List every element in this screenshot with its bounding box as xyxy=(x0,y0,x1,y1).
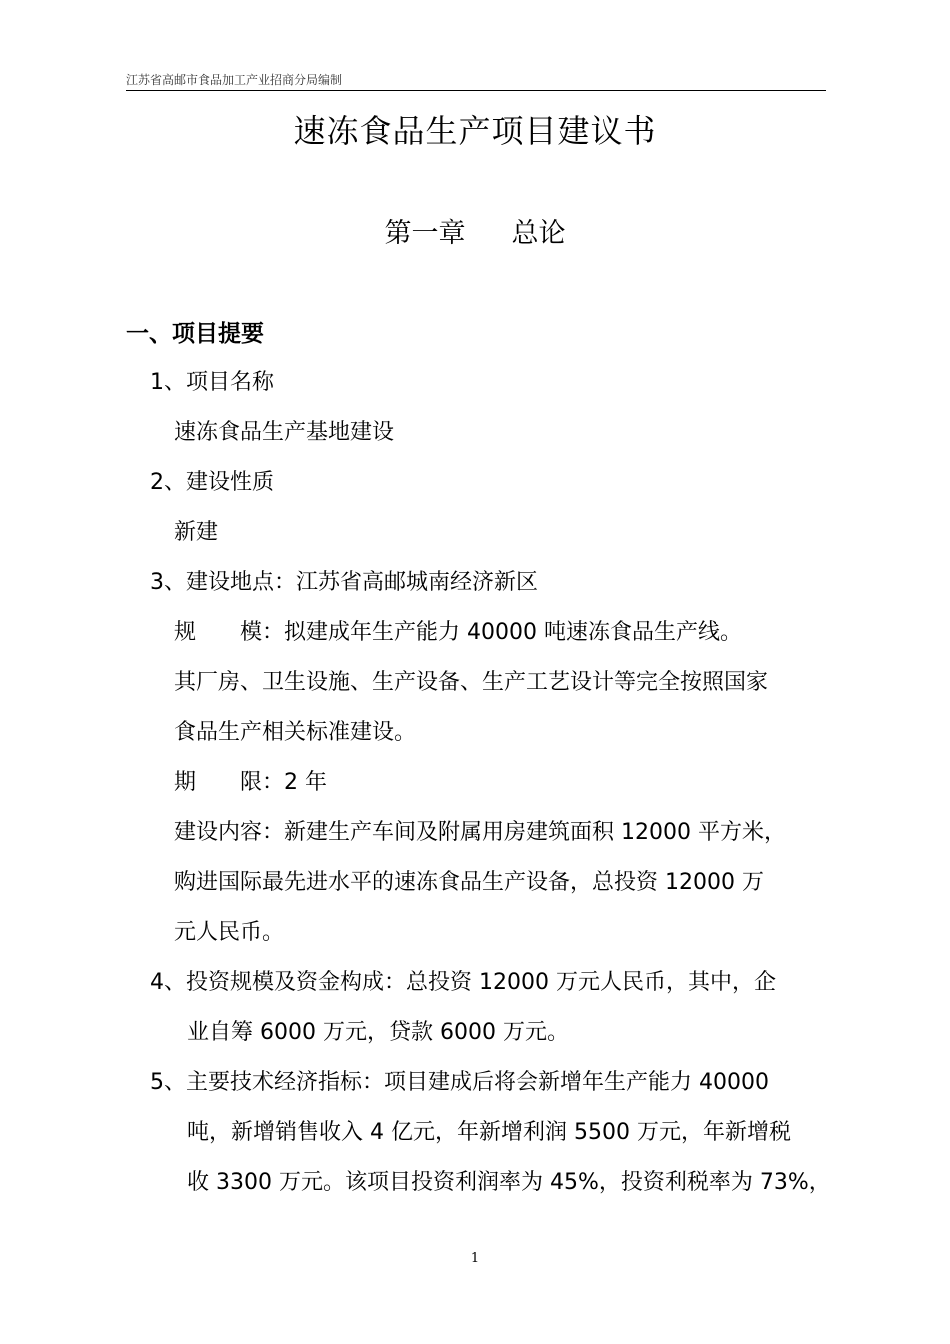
paragraph-line: 购进国际最先进水平的速冻食品生产设备，总投资 12000 万 xyxy=(174,870,764,895)
paragraph-line: 期 限：2 年 xyxy=(174,770,327,795)
paragraph-line: 建设内容：新建生产车间及附属用房建筑面积 12000 平方米， xyxy=(174,820,786,845)
paragraph-line: 吨，新增销售收入 4 亿元，年新增利润 5500 万元，年新增税 xyxy=(187,1120,791,1145)
section-heading: 一、项目提要 xyxy=(126,321,264,347)
paragraph-line: 业自筹 6000 万元，贷款 6000 万元。 xyxy=(187,1020,569,1045)
item-text-project-name: 速冻食品生产基地建设 xyxy=(174,420,395,445)
page-header xyxy=(126,72,826,91)
item-heading-indicators: 5、主要技术经济指标：项目建成后将会新增年生产能力 40000 xyxy=(150,1070,769,1095)
item-heading-project-name: 1、项目名称 xyxy=(150,370,274,395)
paragraph-line: 规 模：拟建成年生产能力 40000 吨速冻食品生产线。 xyxy=(174,620,742,645)
chapter-number: 第一章 xyxy=(384,218,466,249)
paragraph-line: 收 3300 万元。该项目投资利润率为 45%，投资利税率为 73%， xyxy=(187,1170,831,1195)
document-title: 速冻食品生产项目建议书 xyxy=(293,112,657,150)
chapter-heading xyxy=(0,214,950,254)
header-text: 江苏省高邮市食品加工产业招商分局编制 xyxy=(126,73,343,87)
page-number: 1 xyxy=(470,1251,480,1266)
paragraph-line: 元人民币。 xyxy=(174,920,285,945)
chapter-name: 总论 xyxy=(511,218,566,249)
item-heading-location: 3、建设地点：江苏省高邮城南经济新区 xyxy=(150,570,538,595)
item-heading-nature: 2、建设性质 xyxy=(150,470,274,495)
item-text-nature: 新建 xyxy=(174,520,219,545)
paragraph-line: 食品生产相关标准建设。 xyxy=(174,720,417,745)
paragraph-line: 其厂房、卫生设施、生产设备、生产工艺设计等完全按照国家 xyxy=(174,670,769,695)
item-heading-investment: 4、投资规模及资金构成：总投资 12000 万元人民币，其中，企 xyxy=(150,970,776,995)
